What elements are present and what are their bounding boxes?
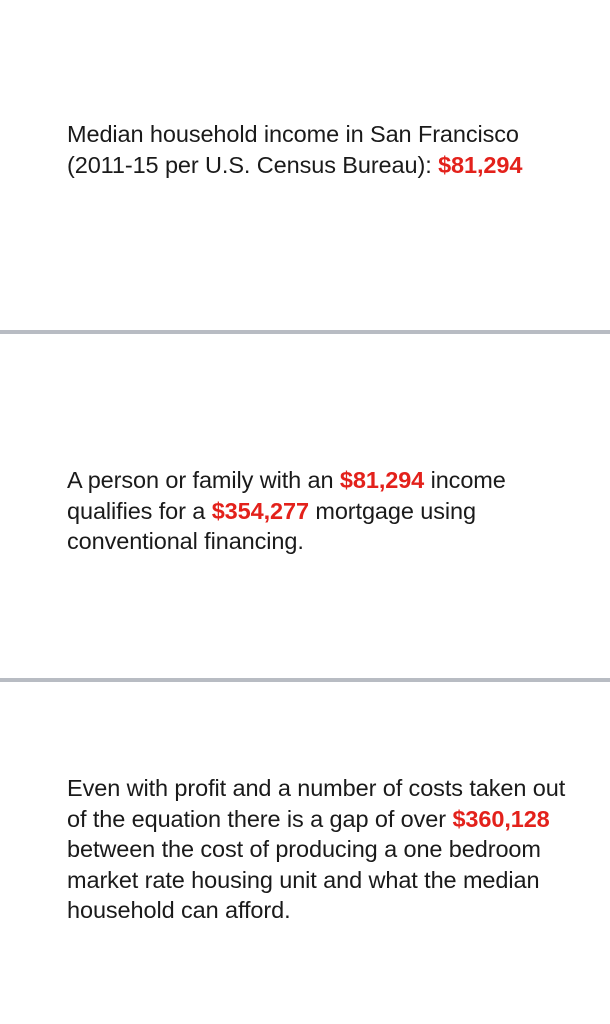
income-value: $81,294	[339, 467, 425, 493]
gap-text-part2: between the cost of producing a one bedroom market rate housing unit and what the median household can afford.	[67, 836, 541, 923]
income-statement-text	[67, 119, 580, 180]
income-statement-line1: Median household income in San Francisco	[67, 121, 519, 147]
section-divider	[0, 330, 610, 334]
gap-statement-text	[67, 773, 580, 926]
gap-statement-card	[0, 773, 610, 926]
mortgage-statement-text	[67, 465, 580, 557]
gap-text-part1: Even with profit and a number of costs taken out of the equation there is a gap of over	[67, 775, 566, 832]
income-statement-line2: (2011-15 per U.S. Census Bureau):	[67, 151, 439, 178]
mortgage-text-part2: income qualifies for a	[67, 467, 506, 524]
section-divider	[0, 678, 610, 682]
mortgage-statement-card	[0, 465, 610, 557]
mortgage-value: $354,277	[211, 497, 309, 524]
gap-value: $360,128	[452, 805, 550, 832]
mortgage-text-part3: mortgage using conventional financing.	[67, 497, 476, 554]
income-statement-card	[0, 119, 610, 180]
mortgage-text-part1: A person or family with an	[67, 467, 340, 493]
median-income-value: $81,294	[438, 151, 523, 178]
